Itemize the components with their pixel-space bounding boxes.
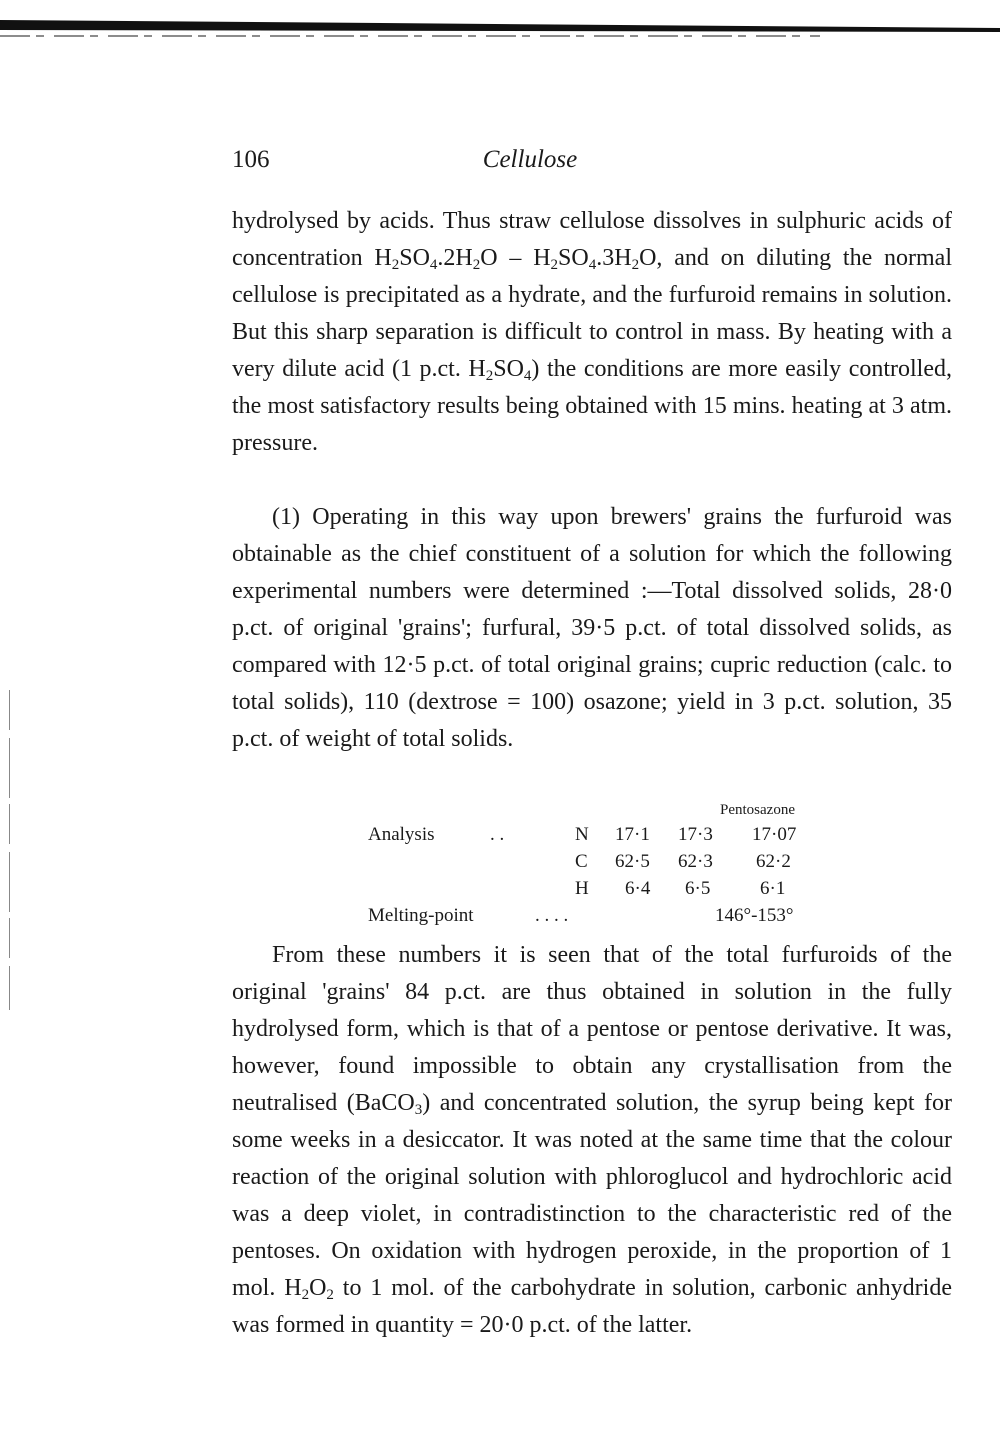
page-top-rule: [0, 20, 1000, 40]
paragraph-brewers-grains: (1) Operating in this way upon brewers' grains the furfuroid was obtainable as the chief constituent of a solution for which the following experimental numbers were determined :—Total dissolved solids, 28·0 p.ct. of original 'grains'; furfural, 39·5 p.ct. of total dissolved solids, as compared with 12·5 p.ct. of total original grains; cupric reduction (calc. to total solids), 110 (dextrose = 100) osazone; yield in 3 p.ct. solution, 35 p.ct. of weight of total solids.: [232, 504, 952, 752]
analysis-row-n: Analysis . . N 17·1 17·3 17·07: [368, 824, 797, 845]
analysis-label: Analysis: [368, 824, 435, 845]
margin-scan-mark: [8, 690, 11, 1010]
melting-point-value: 146°-153°: [715, 905, 794, 926]
running-title: Cellulose: [482, 146, 578, 173]
leader-dots: . .: [490, 824, 505, 845]
melting-point-label: Melting-point: [368, 905, 474, 926]
analysis-row-h: H 6·4 6·5 6·1: [575, 878, 786, 899]
pentosazone-header: Pentosazone: [720, 802, 795, 818]
page-number: 106: [232, 146, 270, 173]
leader-dots: . . . .: [535, 905, 569, 926]
paragraph-results: From these numbers it is seen that of the total furfuroids of the original 'grains' 84 p.ct. are thus obtained in solution in the fully hydrolysed form, which is that of a pentose or pentose derivative. It was, however, found impossible to obtain any crystallisation from the neutralised (BaCO$_3$) and concentrated solution, the syrup being kept for some weeks in a desiccator. It was noted at the same time that the colour reaction of the original solution with phloroglucol and hydrochloric acid was a deep violet, in contradistinction to the characteristic red of the pentoses. On oxidation with hydrogen peroxide, in the proportion of 1 mol. $H_2O_2$ to 1 mol. of the carbohydrate in solution, carbonic anhydride was formed in quantity = 20·0 p.ct. of the latter.: [232, 942, 952, 1338]
paragraph-hydrolysis: hydrolysed by acids. Thus straw cellulose dissolves in sulphuric acids of concentration $H_2SO_4.2H_2O - H_2SO_4.3H_2O$, and on diluting the normal cellulose is precipitated as a hydrate, and the furfuroid remains in solution. But this sharp separation is difficult to control in mass. By heating with a very dilute acid (1 p.ct. $H_2SO_4$) the conditions are more easily controlled, the most satisfactory results being obtained with 15 mins. heating at 3 atm. pressure.: [232, 208, 952, 456]
melting-point-row: [360, 905, 880, 932]
analysis-row-c: C 62·5 62·3 62·2: [575, 851, 791, 872]
analysis-table: [360, 802, 880, 932]
